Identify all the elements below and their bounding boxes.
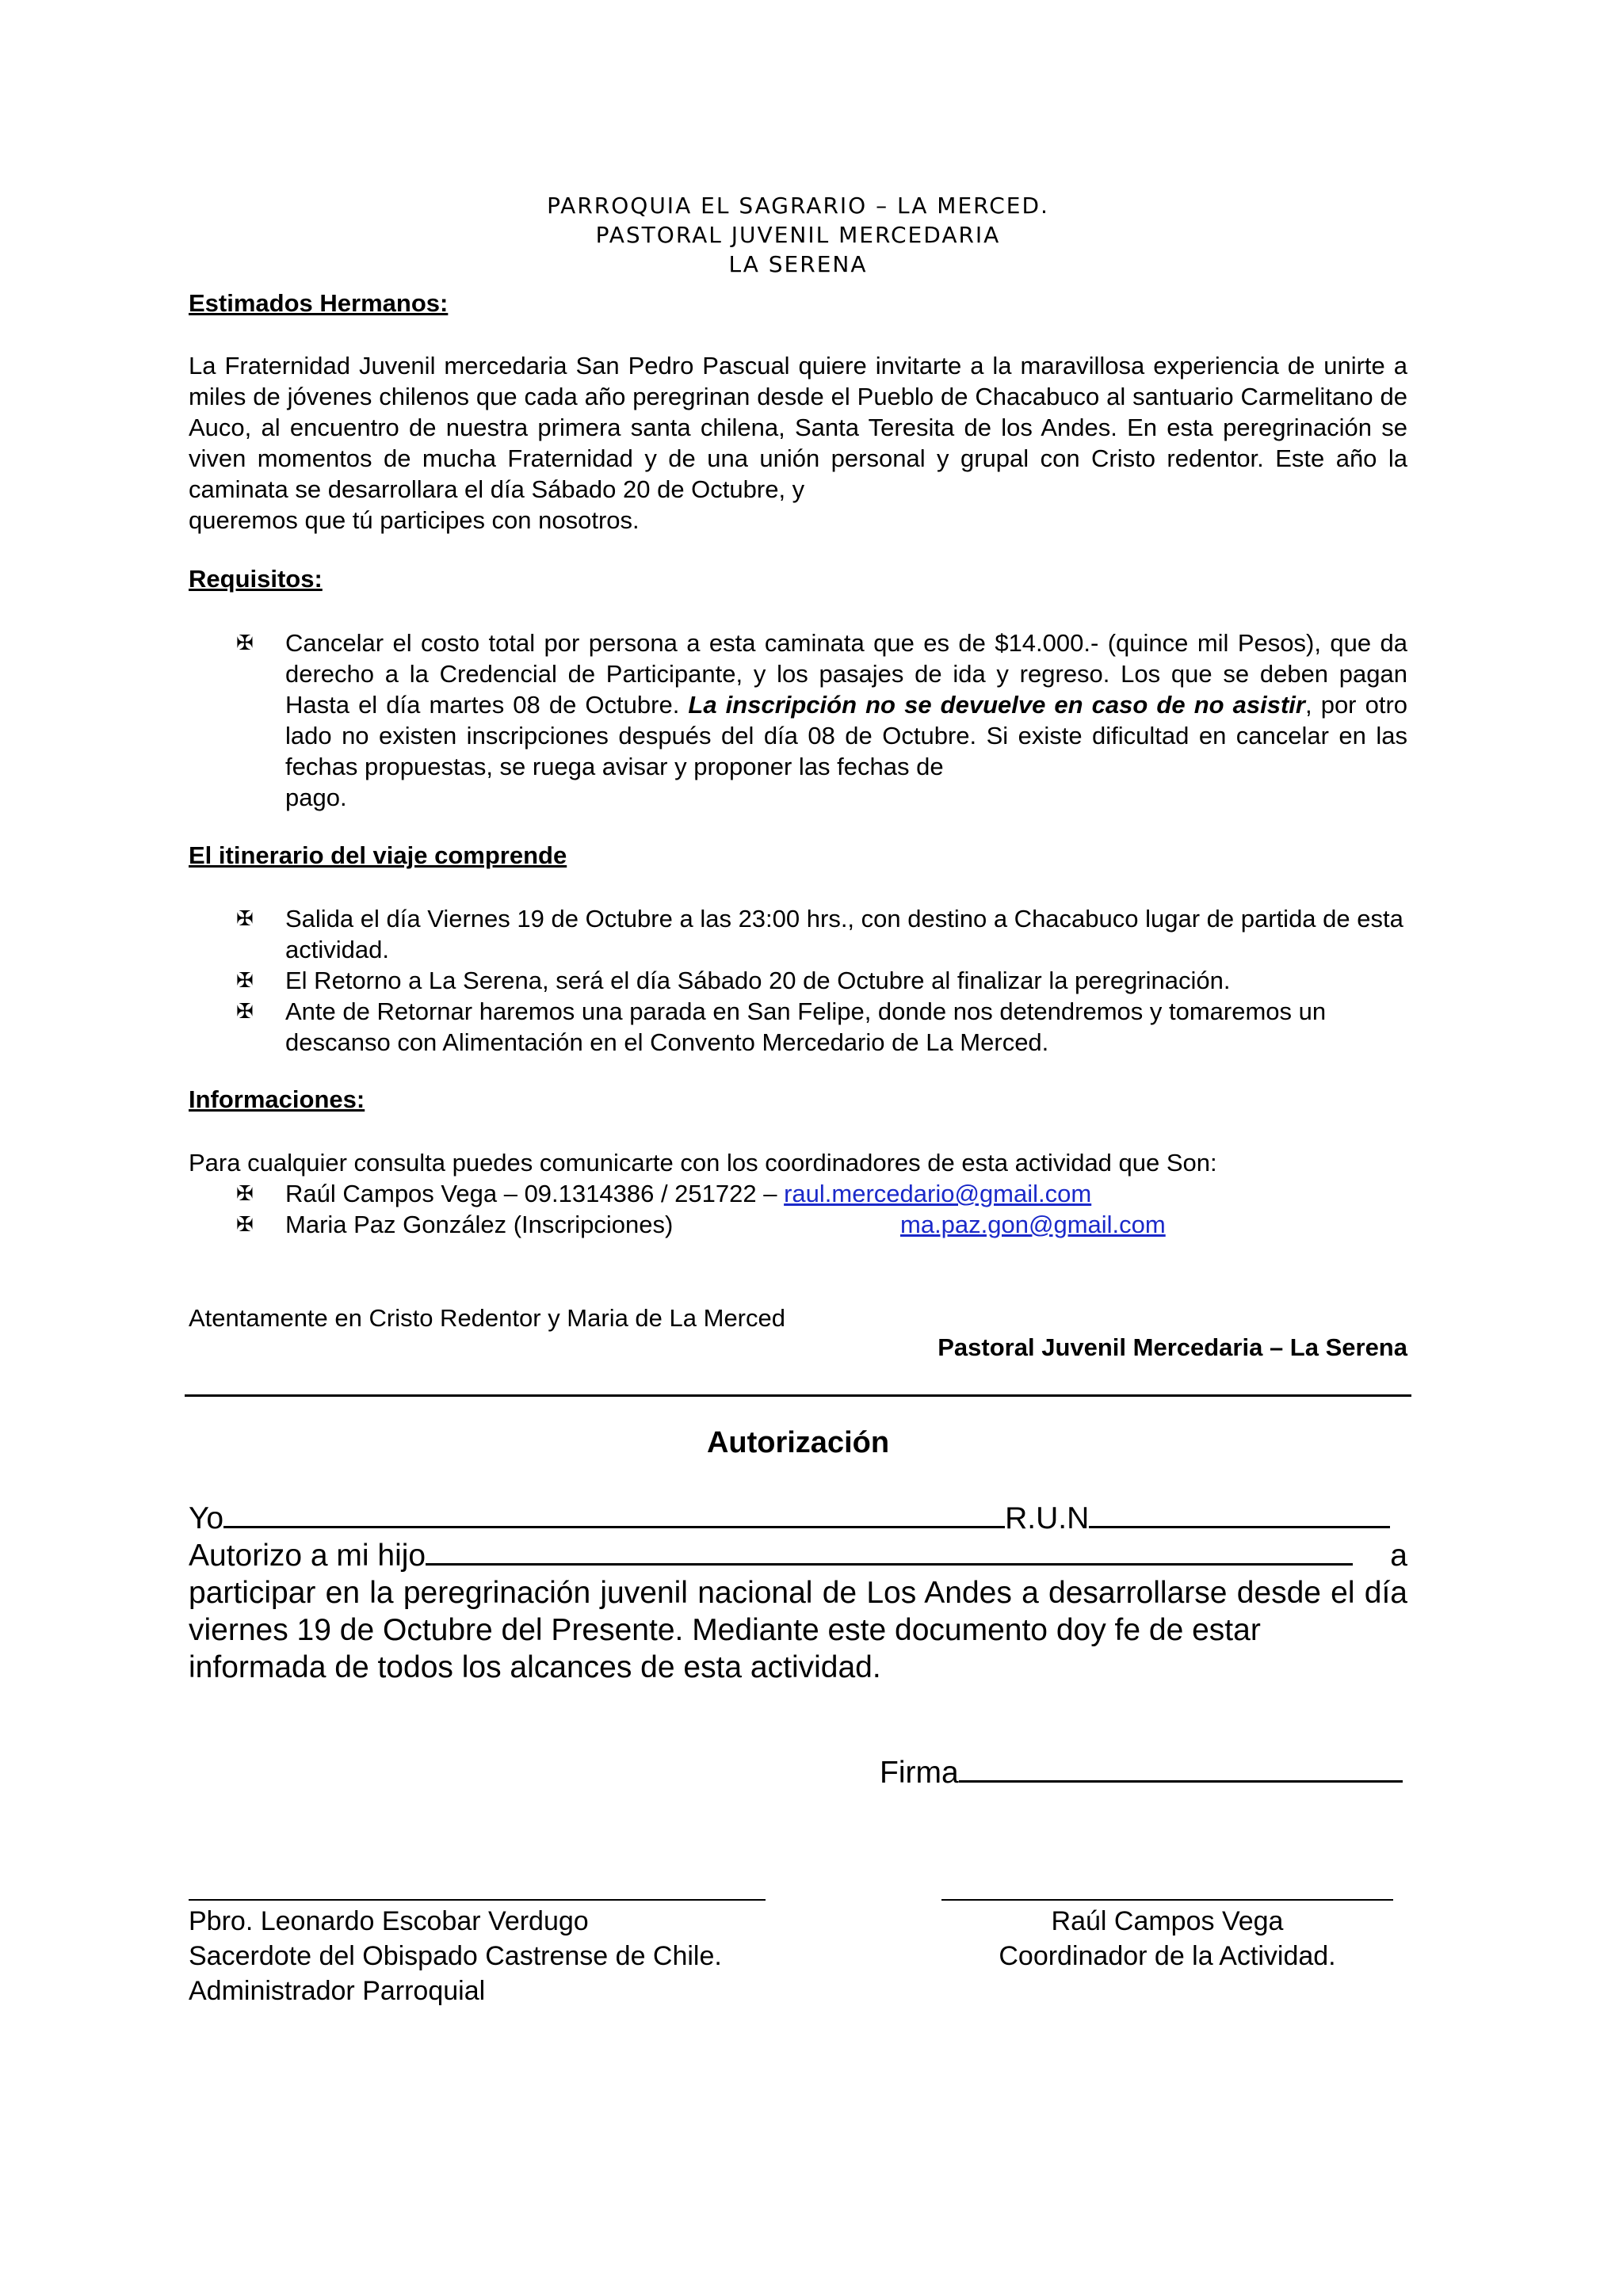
child-name-blank-field[interactable] xyxy=(426,1537,1353,1566)
requisitos-last-line: pago. xyxy=(285,784,347,811)
signatory-right xyxy=(926,1904,1409,1974)
signoff: Pastoral Juvenil Mercedaria – La Serena xyxy=(938,1333,1407,1361)
contact-email-link[interactable]: raul.mercedario@gmail.com xyxy=(784,1180,1092,1207)
autorizo-label: Autorizo a mi hijo xyxy=(189,1539,426,1573)
run-blank-field[interactable] xyxy=(1089,1500,1390,1528)
signatory-title: Sacerdote del Obispado Castrense de Chile. xyxy=(189,1941,722,1971)
informaciones-heading: Informaciones: xyxy=(189,1085,365,1113)
cross-bullet-icon: ✠ xyxy=(236,1181,254,1205)
itinerario-heading: El itinerario del viaje comprende xyxy=(189,841,567,869)
itinerario-item xyxy=(236,965,1407,996)
header-pastoral: PASTORAL JUVENIL MERCEDARIA xyxy=(595,222,1001,248)
greeting-heading: Estimados Hermanos: xyxy=(189,289,449,317)
authorization-body xyxy=(189,1574,1407,1686)
requisitos-no-refund: La inscripción no se devuelve en caso de no asistir xyxy=(688,691,1305,719)
itinerario-item xyxy=(236,996,1407,1058)
authorization-body-last: informada de todos los alcances de esta actividad. xyxy=(189,1650,881,1684)
cross-bullet-icon: ✠ xyxy=(236,906,254,930)
divider xyxy=(185,1394,1411,1397)
contact-name-phone: Raúl Campos Vega – 09.1314386 / 251722 – xyxy=(285,1180,777,1207)
itinerario-item-text: Ante de Retornar haremos una parada en San Felipe, donde nos detendremos y tomaremos un descanso con Alimentación en el Convento Mercedario de La Merced. xyxy=(285,997,1327,1056)
cross-bullet-icon: ✠ xyxy=(236,631,254,654)
firma-label: Firma xyxy=(880,1756,959,1790)
header-city: LA SERENA xyxy=(728,251,868,277)
informaciones-intro: Para cualquier consulta puedes comunicarte con los coordinadores de esta actividad que Son: xyxy=(189,1149,1217,1177)
a-word: a xyxy=(1390,1539,1407,1573)
signatory-name: Pbro. Leonardo Escobar Verdugo xyxy=(189,1906,589,1936)
signatory-name: Raúl Campos Vega xyxy=(1051,1906,1284,1936)
signature-line-right xyxy=(941,1899,1393,1901)
signature-line-left xyxy=(189,1899,766,1901)
itinerario-item xyxy=(236,903,1407,965)
signatory-left xyxy=(189,1904,722,2008)
autorizo-line xyxy=(189,1537,1407,1574)
yo-line xyxy=(189,1500,1407,1537)
signatory-title: Coordinador de la Actividad. xyxy=(999,1941,1336,1971)
closing-line: Atentamente en Cristo Redentor y Maria de La Merced xyxy=(189,1304,785,1332)
signature-blank-field[interactable] xyxy=(959,1754,1403,1783)
cross-bullet-icon: ✠ xyxy=(236,999,254,1023)
itinerario-item-text: El Retorno a La Serena, será el día Sábado 20 de Octubre al finalizar la peregrinación. xyxy=(285,967,1231,994)
cross-bullet-icon: ✠ xyxy=(236,1212,254,1236)
contact-name: Maria Paz González (Inscripciones) xyxy=(285,1211,674,1238)
intro-last-line: queremos que tú participes con nosotros. xyxy=(189,506,640,534)
authorization-title: Autorización xyxy=(706,1426,890,1459)
yo-label: Yo xyxy=(189,1501,224,1535)
contact-item xyxy=(236,1178,1407,1209)
itinerario-item-text: Salida el día Viernes 19 de Octubre a las 23:00 hrs., con destino a Chacabuco lugar de partida de esta actividad. xyxy=(285,905,1403,963)
document-page xyxy=(189,0,1407,2296)
intro-text: La Fraternidad Juvenil mercedaria San Pedro Pascual quiere invitarte a la maravillosa experiencia de unirte a miles de jóvenes chilenos que cada año peregrinan desde el Pueblo de Chacabuco al santuario Carmelitano de Auco, al encuentro de nuestra primera santa chilena, Santa Teresita de los Andes. En esta peregrinación se viven momentos de mucha Fraternidad y de una unión personal y grupal con Cristo redentor. Este año la caminata se desarrollara el día Sábado 20 de Octubre, y xyxy=(189,352,1407,503)
requisitos-text-b: , por otro lado no existen inscripciones después del día 08 de Octubre. Si existe dificultad en cancelar en las fechas propuestas, se ruega avisar y proponer las fechas de xyxy=(285,691,1408,780)
requisitos-heading: Requisitos: xyxy=(189,565,323,593)
firma-line xyxy=(880,1754,1407,1791)
requisitos-text-a: Cancelar el costo total por persona a esta caminata que es de $14.000.- (quince mil Pesos), que da derecho a la Credencial de Participante, y los pasajes de ida y regreso. Los que se deben pagan Hasta el día martes 08 de Octubre. xyxy=(285,629,1407,719)
authorization-body-text: participar en la peregrinación juvenil nacional de Los Andes a desarrollarse desde el día viernes 19 de Octubre del Presente. Mediante este documento doy fe de estar xyxy=(189,1576,1407,1647)
cross-bullet-icon: ✠ xyxy=(236,968,254,992)
name-blank-field[interactable] xyxy=(223,1500,1005,1528)
header-parish: PARROQUIA EL SAGRARIO – LA MERCED. xyxy=(547,193,1049,219)
signatory-role: Administrador Parroquial xyxy=(189,1976,486,2006)
contact-email-link[interactable]: ma.paz.gon@gmail.com xyxy=(900,1211,1166,1238)
intro-paragraph xyxy=(189,350,1407,536)
run-label: R.U.N xyxy=(1005,1501,1090,1535)
requisitos-item xyxy=(236,627,1407,813)
contact-item xyxy=(236,1209,1407,1240)
